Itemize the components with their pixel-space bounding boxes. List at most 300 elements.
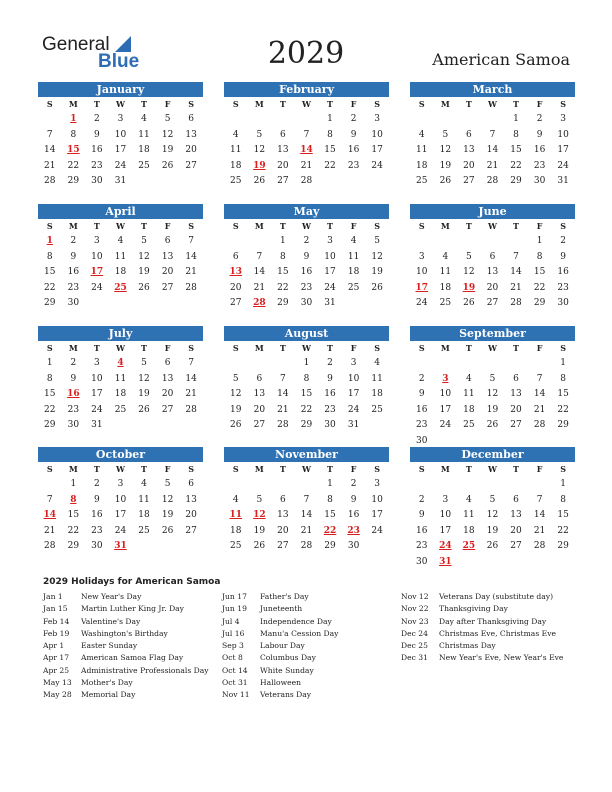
day-cell: 16 xyxy=(416,525,428,536)
day-cell: 26 xyxy=(439,176,452,186)
day-cell: 11 xyxy=(114,251,127,262)
empty-day-cell xyxy=(481,555,505,571)
weekday-label: S xyxy=(46,221,53,231)
holiday-name: Manu'a Cession Day xyxy=(260,628,339,638)
day-cell: 9 xyxy=(418,510,425,520)
holiday-entry xyxy=(43,665,209,677)
day-cell: 28 xyxy=(185,282,197,293)
holiday-date: Oct 8 xyxy=(222,653,243,663)
weekday-label: T xyxy=(141,464,147,474)
day-cell: 28 xyxy=(185,404,197,415)
holiday-date: May 13 xyxy=(43,678,72,688)
empty-day-cell xyxy=(504,234,528,250)
day-cell: 4 xyxy=(466,373,472,384)
month-header: January xyxy=(38,82,203,97)
holiday-name: Father's Day xyxy=(260,592,309,601)
holiday-day-cell: 17 xyxy=(90,267,104,277)
day-cell: 11 xyxy=(463,389,475,399)
day-cell: 6 xyxy=(256,373,263,384)
weekday-label: T xyxy=(465,464,472,474)
empty-day-cell xyxy=(434,356,458,372)
day-cell: 13 xyxy=(277,510,289,520)
holiday-date: Jan 15 xyxy=(43,604,68,614)
empty-day-cell xyxy=(528,356,552,372)
day-cell: 30 xyxy=(347,541,360,551)
day-cell: 1 xyxy=(70,479,77,489)
day-cell: 16 xyxy=(416,404,428,415)
empty-day-cell xyxy=(156,174,180,190)
holiday-day-cell: 25 xyxy=(462,541,476,551)
day-cell: 10 xyxy=(114,129,127,140)
day-cell: 18 xyxy=(463,525,475,536)
day-cell: 13 xyxy=(510,389,522,399)
day-cell: 27 xyxy=(277,541,289,551)
day-cell: 17 xyxy=(439,525,452,536)
day-cell: 14 xyxy=(44,145,56,155)
day-cell: 11 xyxy=(463,510,475,520)
month-header: June xyxy=(410,204,575,219)
holiday-date: Nov 12 xyxy=(401,592,429,601)
holiday-entry xyxy=(401,652,563,664)
day-cell: 27 xyxy=(253,420,266,430)
holiday-day-cell: 11 xyxy=(229,510,243,520)
day-cell: 19 xyxy=(161,145,174,155)
day-cell: 26 xyxy=(486,420,499,430)
day-cell: 23 xyxy=(67,282,80,293)
day-cell: 1 xyxy=(513,114,519,124)
day-cell: 9 xyxy=(536,129,543,140)
holiday-column xyxy=(401,591,563,665)
day-cell: 26 xyxy=(253,176,266,186)
holiday-name: Day after Thanksgiving Day xyxy=(439,616,547,626)
holiday-entry xyxy=(222,616,338,628)
empty-day-cell xyxy=(457,112,481,128)
empty-day-cell xyxy=(224,112,248,128)
day-cell: 29 xyxy=(557,420,569,430)
holiday-date: May 28 xyxy=(43,690,72,700)
day-cell: 15 xyxy=(510,145,522,155)
empty-day-cell xyxy=(224,356,248,372)
day-cell: 17 xyxy=(371,145,383,155)
weekday-label: M xyxy=(440,221,450,231)
day-cell: 7 xyxy=(46,494,53,505)
day-cell: 7 xyxy=(489,129,496,140)
month-header: July xyxy=(38,326,203,341)
day-cell: 10 xyxy=(557,129,569,140)
weekday-label: M xyxy=(254,343,264,353)
day-cell: 14 xyxy=(253,267,266,277)
month-january xyxy=(38,82,203,190)
weekday-label: F xyxy=(536,221,543,231)
weekday-label: T xyxy=(93,464,100,474)
weekday-label: W xyxy=(115,464,125,474)
weekday-label: F xyxy=(164,343,171,353)
month-header: August xyxy=(224,326,389,341)
day-cell: 29 xyxy=(44,420,56,430)
day-cell: 22 xyxy=(44,282,56,293)
day-cell: 16 xyxy=(67,267,80,277)
weekday-label: S xyxy=(188,464,195,474)
day-cell: 15 xyxy=(324,145,336,155)
holiday-date: Nov 23 xyxy=(401,616,429,626)
day-cell: 30 xyxy=(67,298,80,308)
holiday-name: Christmas Day xyxy=(439,641,496,651)
weekday-label: M xyxy=(254,221,264,231)
day-cell: 29 xyxy=(324,541,336,551)
day-cell: 25 xyxy=(230,176,242,186)
day-cell: 2 xyxy=(303,236,310,246)
empty-day-cell xyxy=(481,356,505,372)
day-cell: 4 xyxy=(232,129,239,140)
month-february xyxy=(224,82,389,190)
day-cell: 1 xyxy=(280,236,286,246)
day-cell: 9 xyxy=(70,373,77,384)
day-cell: 1 xyxy=(327,479,333,489)
day-cell: 26 xyxy=(463,298,475,308)
weekday-label: S xyxy=(560,464,567,474)
day-cell: 18 xyxy=(416,160,428,171)
day-cell: 16 xyxy=(324,389,336,399)
day-cell: 15 xyxy=(44,267,56,277)
day-cell: 8 xyxy=(70,129,77,140)
day-cell: 2 xyxy=(350,114,357,124)
day-cell: 13 xyxy=(185,129,197,140)
holiday-name: Valentine's Day xyxy=(81,616,141,626)
month-september xyxy=(410,326,575,449)
holiday-column xyxy=(43,591,209,702)
day-cell: 11 xyxy=(114,373,127,384)
day-cell: 31 xyxy=(347,420,360,430)
weekday-label: M xyxy=(68,221,78,231)
day-cell: 6 xyxy=(188,479,195,489)
day-cell: 4 xyxy=(374,358,381,368)
weekday-label: M xyxy=(68,99,78,109)
day-cell: 16 xyxy=(91,510,103,520)
holiday-name: Veterans Day (substitute day) xyxy=(439,592,554,601)
day-cell: 2 xyxy=(536,114,543,124)
holiday-entry xyxy=(401,616,563,628)
day-cell: 17 xyxy=(371,510,383,520)
day-cell: 30 xyxy=(533,176,546,186)
day-cell: 13 xyxy=(185,494,197,505)
day-cell: 29 xyxy=(300,420,313,430)
weekday-label: F xyxy=(350,221,357,231)
month-november xyxy=(224,447,389,555)
empty-day-cell xyxy=(248,112,272,128)
day-cell: 1 xyxy=(536,236,543,246)
weekday-label: W xyxy=(487,464,497,474)
day-cell: 21 xyxy=(253,282,266,293)
holiday-day-cell: 1 xyxy=(46,236,53,246)
day-cell: 9 xyxy=(94,129,100,140)
weekday-label: T xyxy=(279,221,286,231)
day-cell: 22 xyxy=(44,404,56,415)
day-cell: 15 xyxy=(533,267,546,277)
day-cell: 9 xyxy=(350,129,357,140)
holiday-day-cell: 31 xyxy=(439,556,452,567)
holiday-name: Veterans Day xyxy=(260,690,312,700)
weekday-label: W xyxy=(115,343,125,353)
day-cell: 13 xyxy=(510,510,522,520)
day-cell: 9 xyxy=(70,251,77,262)
weekday-label: S xyxy=(232,221,239,231)
month-header: April xyxy=(38,204,203,219)
holiday-name: New Year's Day xyxy=(81,592,142,601)
holiday-day-cell: 25 xyxy=(114,282,127,293)
day-cell: 7 xyxy=(256,251,263,262)
holiday-name: Thanksgiving Day xyxy=(439,604,508,614)
day-cell: 27 xyxy=(230,298,242,308)
holiday-day-cell: 4 xyxy=(117,358,124,368)
day-cell: 2 xyxy=(327,358,333,368)
weekday-label: M xyxy=(440,464,450,474)
weekday-label: T xyxy=(465,99,472,109)
day-cell: 20 xyxy=(253,404,266,415)
day-cell: 22 xyxy=(533,282,546,293)
day-cell: 16 xyxy=(91,145,103,155)
day-cell: 25 xyxy=(138,525,150,536)
day-cell: 30 xyxy=(300,298,313,308)
day-cell: 19 xyxy=(371,267,383,277)
holiday-day-cell: 1 xyxy=(70,114,77,124)
day-cell: 12 xyxy=(486,510,499,520)
month-october xyxy=(38,447,203,555)
empty-day-cell xyxy=(179,539,203,555)
holiday-date: Dec 24 xyxy=(401,628,428,638)
weekday-label: S xyxy=(188,99,195,109)
day-cell: 17 xyxy=(439,404,452,415)
empty-day-cell xyxy=(365,418,389,434)
weekday-label: T xyxy=(327,464,333,474)
holiday-name: Memorial Day xyxy=(81,690,136,700)
day-cell: 22 xyxy=(324,160,336,171)
day-cell: 18 xyxy=(371,389,383,399)
holiday-date: Jul 4 xyxy=(222,616,240,626)
day-cell: 11 xyxy=(371,373,383,384)
day-cell: 10 xyxy=(91,251,103,262)
day-cell: 14 xyxy=(510,267,522,277)
month-grid xyxy=(38,341,203,434)
day-cell: 9 xyxy=(303,251,310,262)
day-cell: 19 xyxy=(486,525,499,536)
weekday-label: M xyxy=(68,464,78,474)
weekday-label: T xyxy=(513,99,519,109)
weekday-label: M xyxy=(254,99,264,109)
day-cell: 22 xyxy=(67,525,80,536)
holiday-entry xyxy=(222,652,338,664)
day-cell: 7 xyxy=(280,373,286,384)
day-cell: 7 xyxy=(188,358,195,368)
holiday-name: Christmas Eve, Christmas Eve xyxy=(439,628,556,638)
day-cell: 21 xyxy=(533,404,546,415)
day-cell: 6 xyxy=(489,251,496,262)
empty-day-cell xyxy=(271,112,295,128)
day-cell: 29 xyxy=(67,176,80,186)
weekday-label: M xyxy=(440,99,450,109)
day-cell: 3 xyxy=(442,494,449,505)
day-cell: 3 xyxy=(94,236,100,246)
day-cell: 19 xyxy=(138,389,150,399)
month-march xyxy=(410,82,575,190)
day-cell: 20 xyxy=(185,510,197,520)
day-cell: 9 xyxy=(327,373,333,384)
day-cell: 18 xyxy=(463,404,475,415)
weekday-label: F xyxy=(536,343,543,353)
day-cell: 3 xyxy=(117,479,124,489)
holiday-date: Apr 17 xyxy=(43,653,70,663)
day-cell: 10 xyxy=(91,373,103,384)
day-cell: 5 xyxy=(232,373,239,384)
empty-day-cell xyxy=(179,174,203,190)
day-cell: 17 xyxy=(557,145,569,155)
holiday-date: Apr 1 xyxy=(43,641,65,651)
day-cell: 15 xyxy=(324,510,336,520)
day-cell: 17 xyxy=(114,510,127,520)
day-cell: 27 xyxy=(510,541,522,551)
day-cell: 28 xyxy=(277,420,289,430)
holiday-name: New Year's Eve, New Year's Eve xyxy=(439,653,564,663)
weekday-label: S xyxy=(188,343,195,353)
holiday-name: Columbus Day xyxy=(260,653,316,663)
day-cell: 22 xyxy=(67,160,80,171)
empty-day-cell xyxy=(224,477,248,493)
empty-day-cell xyxy=(410,234,434,250)
holiday-date: Feb 19 xyxy=(43,628,70,638)
day-cell: 10 xyxy=(371,129,383,140)
weekday-label: W xyxy=(301,464,311,474)
day-cell: 20 xyxy=(510,404,522,415)
weekday-label: T xyxy=(279,464,286,474)
day-cell: 7 xyxy=(303,129,310,140)
day-cell: 28 xyxy=(300,541,313,551)
day-cell: 21 xyxy=(510,282,522,293)
day-cell: 6 xyxy=(280,494,286,505)
day-cell: 14 xyxy=(185,373,197,384)
holiday-day-cell: 23 xyxy=(347,525,360,536)
day-cell: 29 xyxy=(277,298,289,308)
day-cell: 14 xyxy=(486,145,499,155)
holiday-entry xyxy=(43,616,209,628)
empty-day-cell xyxy=(365,174,389,190)
day-cell: 19 xyxy=(439,160,452,171)
weekday-label: S xyxy=(374,464,381,474)
day-cell: 16 xyxy=(533,145,546,155)
empty-day-cell xyxy=(132,174,156,190)
month-grid xyxy=(224,462,389,555)
day-cell: 21 xyxy=(185,267,197,277)
weekday-label: T xyxy=(465,343,472,353)
empty-day-cell xyxy=(481,234,505,250)
day-cell: 7 xyxy=(303,494,310,505)
day-cell: 27 xyxy=(161,282,174,293)
weekday-label: S xyxy=(374,343,381,353)
day-cell: 2 xyxy=(418,494,425,505)
weekday-label: F xyxy=(164,221,171,231)
empty-day-cell xyxy=(156,296,180,312)
weekday-label: W xyxy=(301,343,311,353)
day-cell: 28 xyxy=(510,298,522,308)
empty-day-cell xyxy=(248,356,272,372)
month-grid xyxy=(38,462,203,555)
day-cell: 25 xyxy=(347,282,360,293)
day-cell: 11 xyxy=(230,145,242,155)
day-cell: 1 xyxy=(46,358,53,368)
holiday-day-cell: 19 xyxy=(462,282,476,293)
day-cell: 8 xyxy=(327,129,333,140)
day-cell: 9 xyxy=(560,251,567,262)
day-cell: 11 xyxy=(439,267,452,277)
day-cell: 28 xyxy=(44,176,56,186)
day-cell: 29 xyxy=(510,176,522,186)
day-cell: 25 xyxy=(230,541,242,551)
day-cell: 5 xyxy=(442,129,449,140)
day-cell: 6 xyxy=(280,129,286,140)
day-cell: 10 xyxy=(324,251,336,262)
day-cell: 6 xyxy=(232,251,239,262)
day-cell: 26 xyxy=(138,404,150,415)
weekday-label: S xyxy=(232,343,239,353)
weekday-label: F xyxy=(536,464,543,474)
day-cell: 28 xyxy=(44,541,56,551)
empty-day-cell xyxy=(504,477,528,493)
weekday-label: F xyxy=(536,99,543,109)
day-cell: 6 xyxy=(513,494,519,505)
weekday-label: F xyxy=(164,464,171,474)
day-cell: 16 xyxy=(557,267,569,277)
day-cell: 22 xyxy=(510,160,522,171)
day-cell: 24 xyxy=(114,525,127,536)
day-cell: 27 xyxy=(463,176,475,186)
day-cell: 11 xyxy=(138,129,150,140)
day-cell: 31 xyxy=(114,176,127,186)
weekday-label: M xyxy=(68,343,78,353)
day-cell: 17 xyxy=(114,145,127,155)
empty-day-cell xyxy=(504,356,528,372)
empty-day-cell xyxy=(457,356,481,372)
holiday-name: Juneteenth xyxy=(260,604,303,614)
holiday-day-cell: 8 xyxy=(70,494,77,505)
day-cell: 12 xyxy=(161,494,174,505)
day-cell: 9 xyxy=(350,494,357,505)
day-cell: 10 xyxy=(439,389,452,399)
empty-day-cell xyxy=(156,418,180,434)
day-cell: 11 xyxy=(416,145,428,155)
weekday-label: S xyxy=(560,99,567,109)
day-cell: 12 xyxy=(161,129,174,140)
day-cell: 20 xyxy=(486,282,499,293)
day-cell: 8 xyxy=(560,494,567,505)
day-cell: 2 xyxy=(350,479,357,489)
holiday-day-cell: 12 xyxy=(253,510,266,520)
holiday-entry xyxy=(222,665,338,677)
day-cell: 29 xyxy=(533,298,546,308)
day-cell: 12 xyxy=(253,145,266,155)
day-cell: 18 xyxy=(114,267,127,277)
holiday-entry xyxy=(43,652,209,664)
day-cell: 13 xyxy=(463,145,475,155)
holiday-name: Mother's Day xyxy=(81,678,133,688)
day-cell: 13 xyxy=(277,145,289,155)
holiday-entry xyxy=(222,591,338,603)
day-cell: 12 xyxy=(138,373,150,384)
holiday-column xyxy=(222,591,338,702)
day-cell: 21 xyxy=(533,525,546,536)
day-cell: 7 xyxy=(188,236,195,246)
empty-day-cell xyxy=(85,296,109,312)
day-cell: 28 xyxy=(486,176,499,186)
holiday-day-cell: 15 xyxy=(67,145,80,155)
holiday-entry xyxy=(401,628,563,640)
